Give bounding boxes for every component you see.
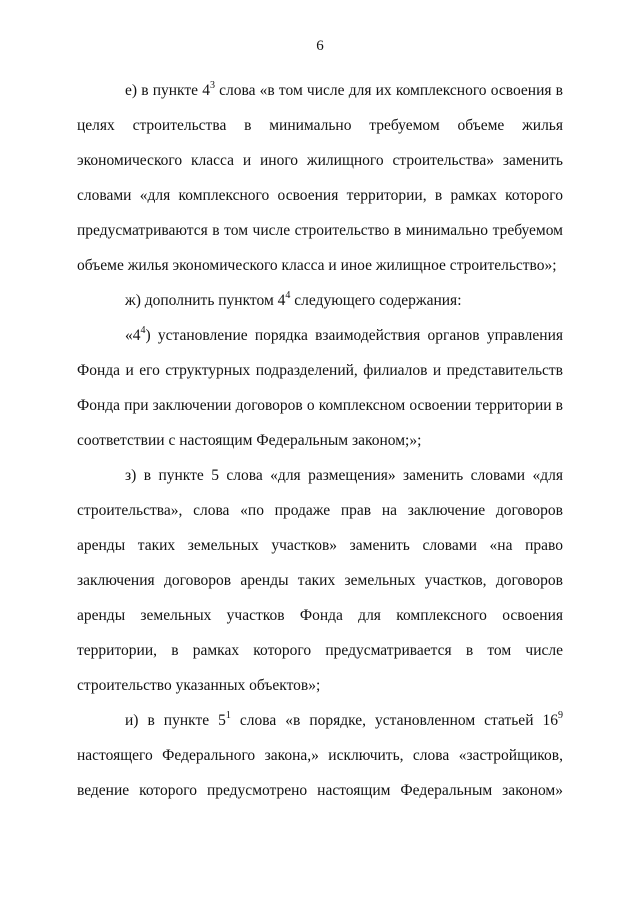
superscript: 3 xyxy=(209,80,215,91)
paragraph-zh-text: следующего содержания: xyxy=(290,292,462,309)
superscript: 1 xyxy=(225,710,231,721)
paragraph-i-start: и) в пункте 5 xyxy=(125,712,226,729)
paragraph-quote-start: «4 xyxy=(125,327,141,344)
paragraph-i-text: настоящего Федерального закона,» исключить, слова «застройщиков, ведение которого предусмотрено настоящим Федеральным законом» xyxy=(77,747,563,799)
paragraph-e-text: слова «в том числе для их комплексного освоения в целях строительства в минимально требуемом объеме жилья экономического класса и иного жилищного строительства» заменить словами «для комплексного освоения территории, в рамках которого предусматриваются в том числе строительство в минимально требуемом объеме жилья экономического класса и иное жилищное строительство»; xyxy=(77,82,563,274)
paragraph-zh xyxy=(77,283,563,318)
page-number: 6 xyxy=(316,38,324,54)
paragraph-quote xyxy=(77,318,563,458)
document-body xyxy=(77,73,563,808)
paragraph-zh-start: ж) дополнить пунктом 4 xyxy=(125,292,286,309)
paragraph-z-text: з) в пункте 5 слова «для размещения» заменить словами «для строительства», слова «по продаже прав на заключение договоров аренды таких земельных участков» заменить словами «на право заключения договоров аренды таких земельных участков, договоров аренды земельных участков Фонда для комплексного освоения территории, в рамках которого предусматривается в том числе строительство указанных объектов»; xyxy=(77,467,563,694)
superscript: 9 xyxy=(558,710,563,721)
superscript: 4 xyxy=(285,290,291,301)
paragraph-i xyxy=(77,703,563,808)
paragraph-e-start: е) в пункте 4 xyxy=(125,82,210,99)
superscript: 4 xyxy=(140,325,146,336)
paragraph-quote-text: ) установление порядка взаимодействия органов управления Фонда и его структурных подразделений, филиалов и представительств Фонда при заключении договоров о комплексном освоении территории в соответствии с настоящим Федеральным законом;»; xyxy=(77,327,563,449)
paragraph-e xyxy=(77,73,563,283)
paragraph-i-middle: слова «в порядке, установленном статьей 16 xyxy=(230,712,558,729)
paragraph-z xyxy=(77,458,563,703)
